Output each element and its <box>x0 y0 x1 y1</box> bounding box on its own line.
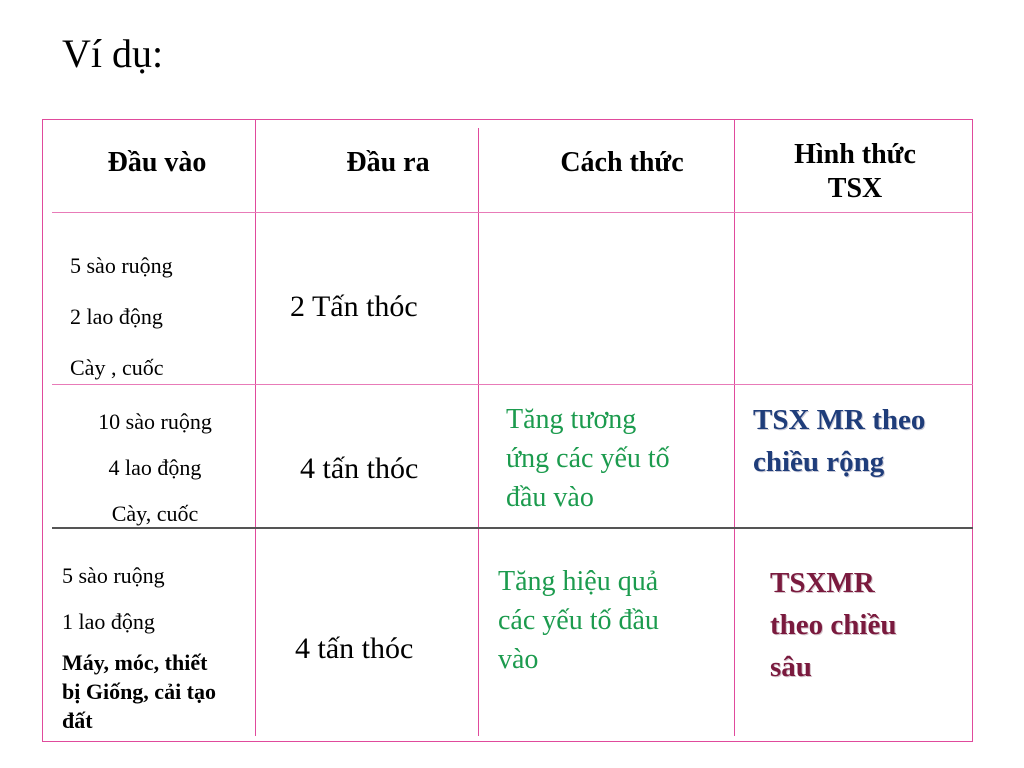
header-inputs: Đầu vào <box>107 147 207 178</box>
row2-method <box>506 400 670 518</box>
input-item: 4 lao động <box>108 455 202 480</box>
method-line: ứng các yếu tố <box>506 443 670 475</box>
row2-form <box>753 399 925 483</box>
slide-title: Ví dụ: <box>62 31 164 76</box>
input-item: 2 lao động <box>70 304 163 329</box>
header-form-line: TSX <box>827 172 883 204</box>
input-item: 1 lao động <box>62 609 155 634</box>
input-item: bị Giống, cải tạo <box>62 679 217 704</box>
row3-inputs-bold <box>62 648 216 735</box>
row3-inputs <box>62 553 165 645</box>
form-line: chiều rộng <box>753 446 885 479</box>
row3-method <box>498 562 659 680</box>
header-method: Cách thức <box>560 147 684 178</box>
method-line: Tăng hiệu quả <box>498 566 659 597</box>
row-divider <box>52 384 973 385</box>
input-item: Cày , cuốc <box>70 355 164 380</box>
input-item: Cày, cuốc <box>111 501 199 526</box>
input-item: 5 sào ruộng <box>70 253 173 278</box>
method-line: các yếu tố đầu <box>498 605 659 637</box>
form-line: sâu <box>770 651 812 684</box>
row2-output: 4 tấn thóc <box>300 452 419 485</box>
input-item: 10 sào ruộng <box>98 409 212 434</box>
row3-form <box>770 562 896 688</box>
input-item: 5 sào ruộng <box>62 563 165 588</box>
header-production-form <box>736 138 974 205</box>
form-line: TSXMR <box>770 567 875 599</box>
method-line: Tăng tương <box>506 404 637 435</box>
column-divider <box>478 128 479 736</box>
form-line: TSX MR theo <box>753 404 926 436</box>
header-outputs: Đầu ra <box>346 147 430 178</box>
method-line: đầu vào <box>506 482 594 514</box>
form-line: theo chiều <box>770 609 897 642</box>
method-line: vào <box>498 644 539 676</box>
row1-output: 2 Tấn thóc <box>290 290 418 323</box>
row2-inputs <box>55 399 255 537</box>
row-divider <box>52 212 973 213</box>
row1-inputs <box>70 240 173 393</box>
header-form-line: Hình thức <box>794 139 916 170</box>
input-item: đất <box>62 708 93 733</box>
row3-output: 4 tấn thóc <box>295 632 414 665</box>
input-item: Máy, móc, thiết <box>62 650 208 675</box>
